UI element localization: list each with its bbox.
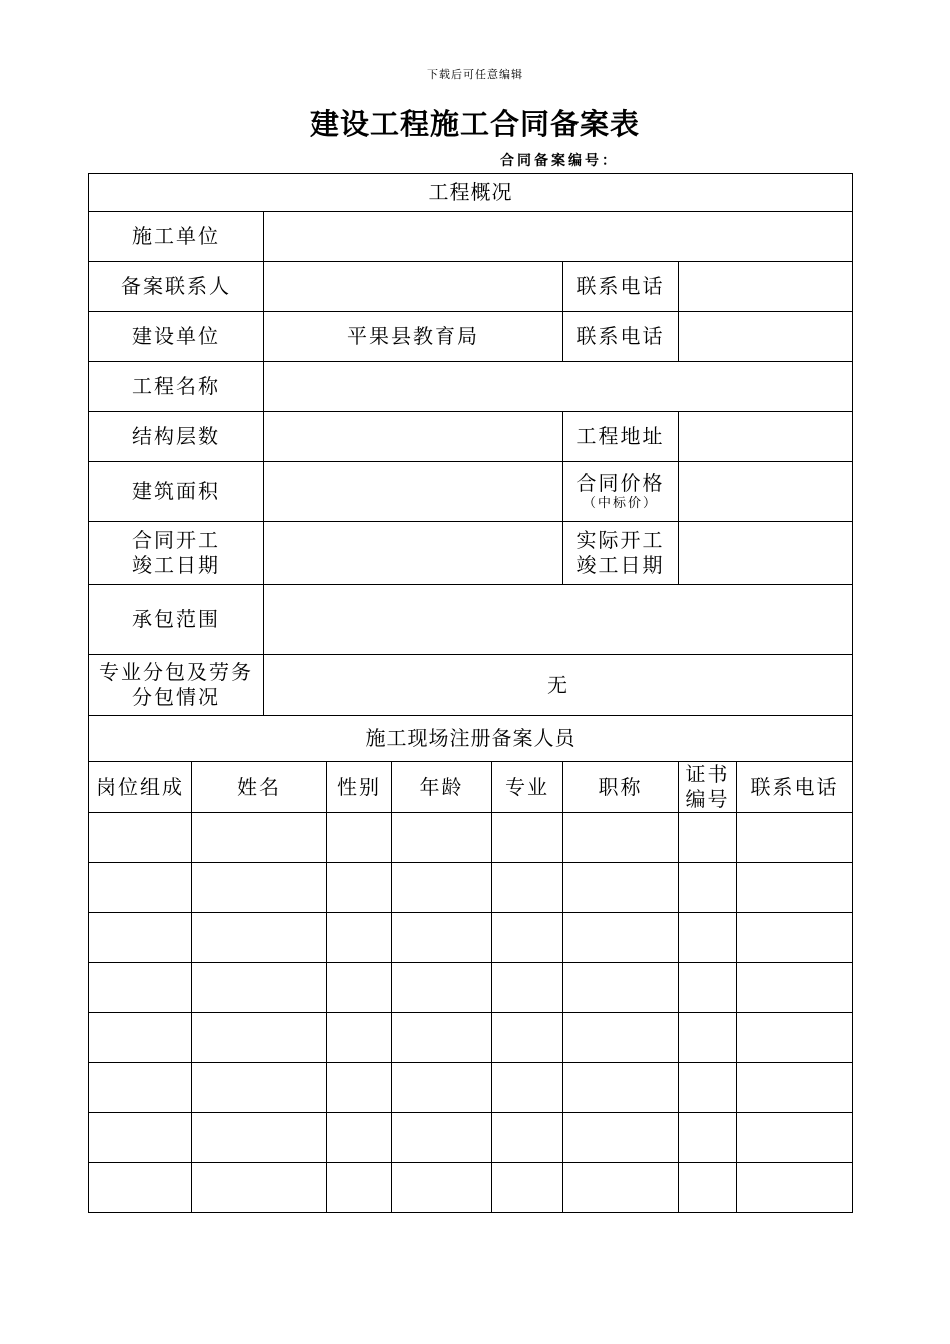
record-number-label: 合同备案编号： <box>500 153 619 169</box>
staff-cell[interactable] <box>492 863 563 913</box>
staff-cell[interactable] <box>492 1063 563 1113</box>
contract-dates-field[interactable] <box>264 522 563 585</box>
staff-cell[interactable] <box>89 813 192 863</box>
staff-cell[interactable] <box>392 813 492 863</box>
phone-label-2: 联系电话 <box>563 312 679 362</box>
staff-header-phone: 联系电话 <box>737 762 853 813</box>
subcontract-line1: 专业分包及劳务 <box>99 660 253 684</box>
header-note: 下载后可任意编辑 <box>427 68 523 81</box>
staff-cell[interactable] <box>392 1163 492 1213</box>
document-title: 建设工程施工合同备案表 <box>309 107 640 141</box>
staff-cell[interactable] <box>679 813 737 863</box>
staff-cell[interactable] <box>392 863 492 913</box>
staff-cell[interactable] <box>327 913 392 963</box>
staff-cell[interactable] <box>737 1063 853 1113</box>
staff-header-age: 年龄 <box>392 762 492 813</box>
staff-cell[interactable] <box>89 1113 192 1163</box>
staff-header-title: 职称 <box>563 762 679 813</box>
staff-cell[interactable] <box>679 1013 737 1063</box>
project-name-field[interactable] <box>264 362 853 412</box>
subcontract-line2: 分包情况 <box>132 685 220 709</box>
actual-dates-line1: 实际开工 <box>576 528 665 552</box>
staff-cell[interactable] <box>192 1063 327 1113</box>
staff-cell[interactable] <box>563 913 679 963</box>
staff-cell[interactable] <box>737 913 853 963</box>
staff-cell[interactable] <box>492 1113 563 1163</box>
staff-cell[interactable] <box>679 1063 737 1113</box>
staff-row <box>89 863 853 913</box>
staff-cell[interactable] <box>492 913 563 963</box>
staff-cell[interactable] <box>492 1013 563 1063</box>
phone-field-2[interactable] <box>679 312 853 362</box>
staff-row <box>89 1113 853 1163</box>
builder-field[interactable]: 平果县教育局 <box>264 312 563 362</box>
staff-cell[interactable] <box>492 1163 563 1213</box>
staff-cell[interactable] <box>737 1113 853 1163</box>
staff-cell[interactable] <box>679 1113 737 1163</box>
staff-cell[interactable] <box>192 1113 327 1163</box>
contract-dates-label <box>89 522 264 585</box>
staff-row <box>89 1063 853 1113</box>
staff-cell[interactable] <box>392 1063 492 1113</box>
structure-floors-label: 结构层数 <box>89 412 264 462</box>
building-area-field[interactable] <box>264 462 563 522</box>
building-area-label: 建筑面积 <box>89 462 264 522</box>
contract-price-field[interactable] <box>679 462 853 522</box>
phone-label-1: 联系电话 <box>563 262 679 312</box>
staff-cell[interactable] <box>327 1113 392 1163</box>
actual-dates-label <box>563 522 679 585</box>
contact-person-field[interactable] <box>264 262 563 312</box>
staff-cell[interactable] <box>327 1013 392 1063</box>
staff-cell[interactable] <box>737 863 853 913</box>
staff-cell[interactable] <box>392 1013 492 1063</box>
staff-cell[interactable] <box>679 963 737 1013</box>
section-title-registered-staff: 施工现场注册备案人员 <box>89 716 853 762</box>
subcontract-label <box>89 655 264 716</box>
staff-cell[interactable] <box>737 1163 853 1213</box>
staff-cell[interactable] <box>192 1013 327 1063</box>
staff-cell[interactable] <box>492 963 563 1013</box>
staff-cell[interactable] <box>327 1063 392 1113</box>
phone-field-1[interactable] <box>679 262 853 312</box>
staff-cell[interactable] <box>563 963 679 1013</box>
contract-price-label <box>563 462 679 522</box>
staff-cell[interactable] <box>89 963 192 1013</box>
staff-cell[interactable] <box>492 813 563 863</box>
staff-cell[interactable] <box>737 813 853 863</box>
staff-cell[interactable] <box>327 1163 392 1213</box>
contract-price-sub: （中标价） <box>582 496 658 511</box>
staff-row <box>89 1163 853 1213</box>
staff-cell[interactable] <box>192 1163 327 1213</box>
contract-price-title: 合同价格 <box>576 471 665 495</box>
staff-cell[interactable] <box>392 1113 492 1163</box>
staff-header-certificate: 证书编号 <box>679 762 737 813</box>
staff-cell[interactable] <box>563 1063 679 1113</box>
staff-header-position: 岗位组成 <box>89 762 192 813</box>
staff-cell[interactable] <box>89 1063 192 1113</box>
staff-cell[interactable] <box>392 913 492 963</box>
staff-cell[interactable] <box>679 1163 737 1213</box>
staff-cell[interactable] <box>563 813 679 863</box>
actual-dates-line2: 竣工日期 <box>576 553 665 577</box>
contract-dates-line2: 竣工日期 <box>132 553 220 577</box>
staff-cell[interactable] <box>563 1113 679 1163</box>
staff-cell[interactable] <box>563 1013 679 1063</box>
staff-table-body <box>89 813 853 1213</box>
staff-cell[interactable] <box>737 963 853 1013</box>
staff-cell[interactable] <box>563 1163 679 1213</box>
builder-label: 建设单位 <box>89 312 264 362</box>
contract-record-form <box>88 173 853 1213</box>
project-address-field[interactable] <box>679 412 853 462</box>
staff-cell[interactable] <box>563 863 679 913</box>
staff-row <box>89 813 853 863</box>
section-title-project-overview: 工程概况 <box>89 174 853 212</box>
staff-cell[interactable] <box>192 913 327 963</box>
staff-cell[interactable] <box>89 913 192 963</box>
staff-cell[interactable] <box>679 913 737 963</box>
staff-cell[interactable] <box>327 963 392 1013</box>
staff-cell[interactable] <box>737 1013 853 1063</box>
staff-cell[interactable] <box>89 863 192 913</box>
staff-cell[interactable] <box>392 963 492 1013</box>
staff-cell[interactable] <box>192 863 327 913</box>
staff-header-gender: 性别 <box>327 762 392 813</box>
contract-scope-label: 承包范围 <box>89 585 264 655</box>
staff-cell[interactable] <box>327 813 392 863</box>
contract-dates-line1: 合同开工 <box>132 528 220 552</box>
staff-cell[interactable] <box>679 863 737 913</box>
staff-cell[interactable] <box>89 1013 192 1063</box>
subcontract-field[interactable]: 无 <box>264 655 853 716</box>
project-address-label: 工程地址 <box>563 412 679 462</box>
staff-cell[interactable] <box>192 963 327 1013</box>
construction-unit-label: 施工单位 <box>89 212 264 262</box>
project-name-label: 工程名称 <box>89 362 264 412</box>
staff-cell[interactable] <box>89 1163 192 1213</box>
contact-person-label: 备案联系人 <box>89 262 264 312</box>
contract-scope-field[interactable] <box>264 585 853 655</box>
staff-row <box>89 1013 853 1063</box>
staff-row <box>89 963 853 1013</box>
staff-cell[interactable] <box>192 813 327 863</box>
staff-header-name: 姓名 <box>192 762 327 813</box>
construction-unit-field[interactable] <box>264 212 853 262</box>
staff-header-major: 专业 <box>492 762 563 813</box>
actual-dates-field[interactable] <box>679 522 853 585</box>
staff-cell[interactable] <box>327 863 392 913</box>
structure-floors-field[interactable] <box>264 412 563 462</box>
staff-row <box>89 913 853 963</box>
